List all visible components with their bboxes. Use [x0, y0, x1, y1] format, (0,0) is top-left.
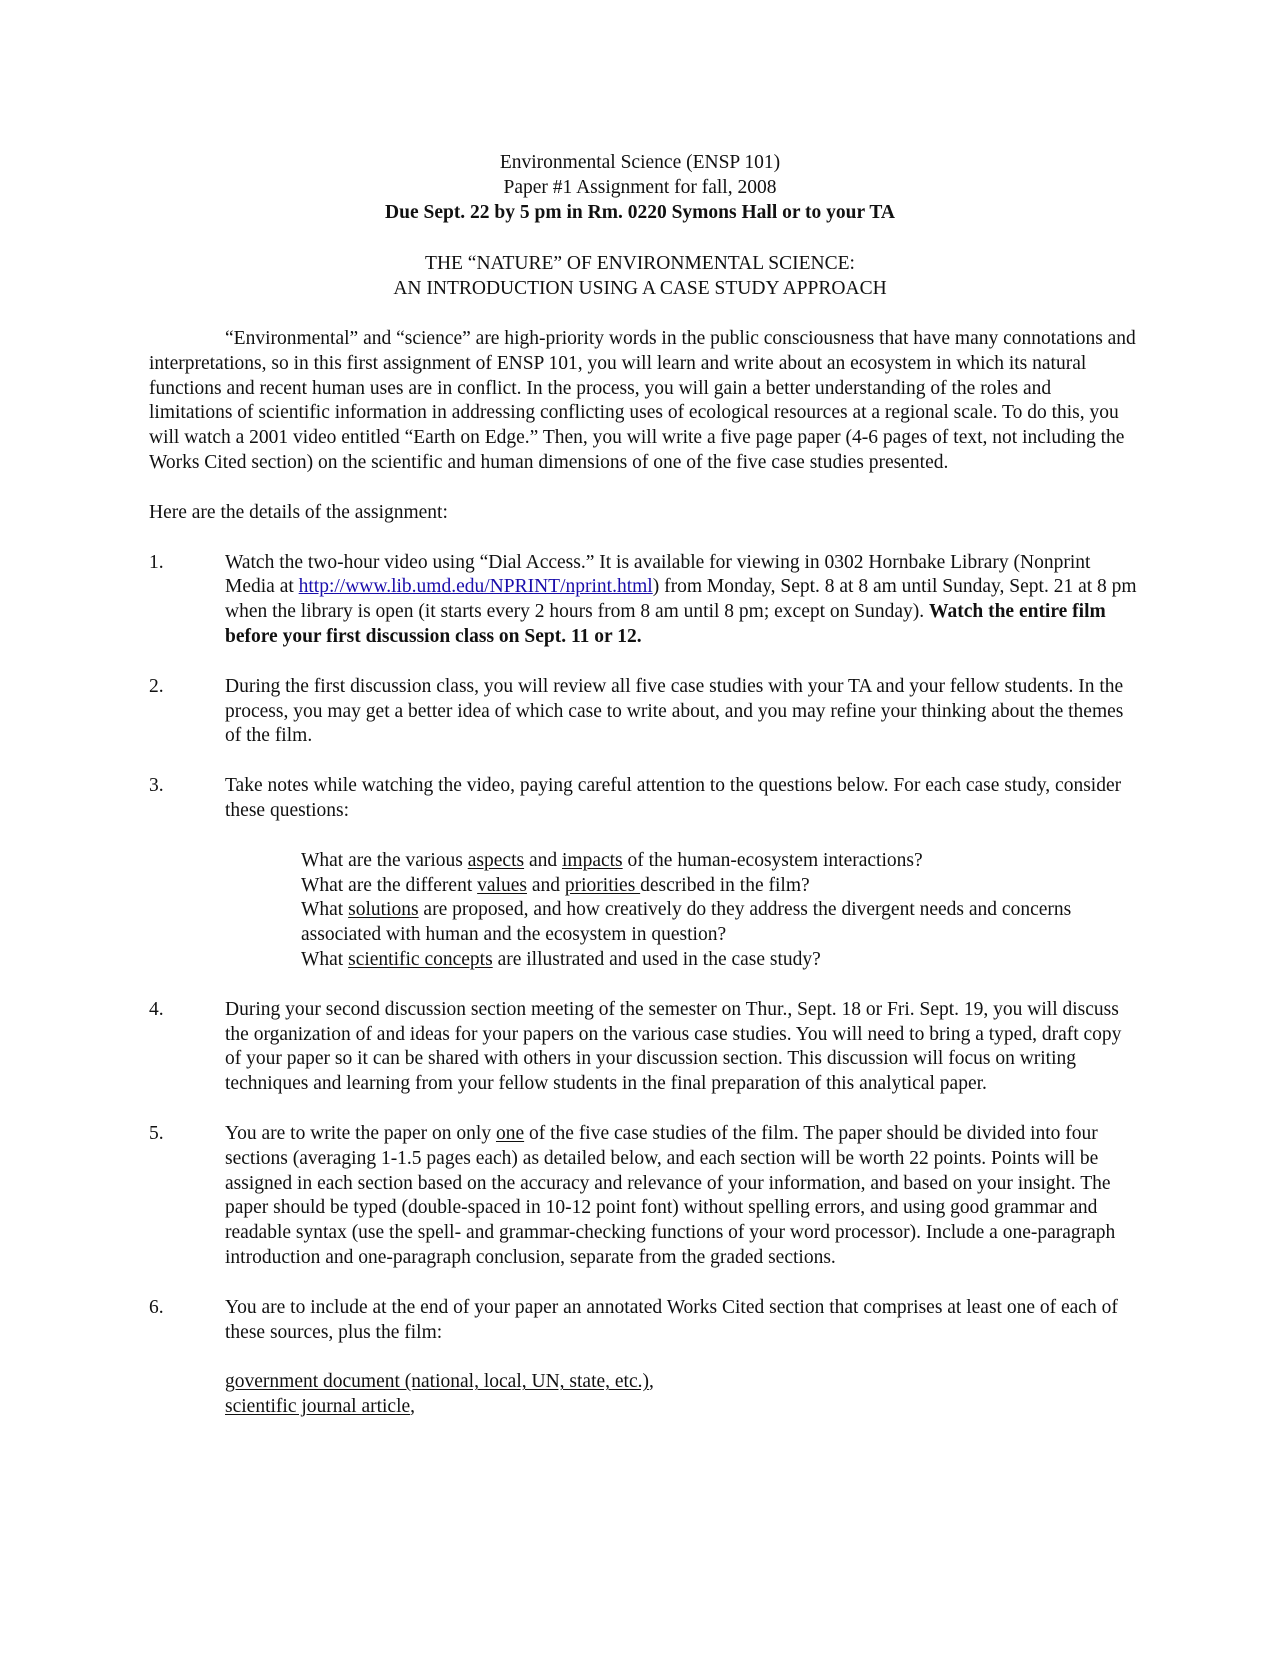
source-punct: ,: [410, 1396, 416, 1418]
list-item: [149, 998, 1139, 1097]
question-part: What: [301, 899, 349, 921]
intro-paragraph: “Environmental” and “science” are high-priority words in the public consciousness that have many connotations and interpretations, so in this first assignment of ENSP 101, you will learn and write about an ecosystem in which its natural functions and recent human uses are in conflict. In the process, you will gain a better understanding of the roles and limitations of scientific information in addressing conflicting uses of ecological resources at a regional scale. To do this, you will watch a 2001 video entitled “Earth on Edge.” Then, you will write a five page paper (4-6 pages of text, not including the Works Cited section) on the scientific and human dimensions of one of the five case studies presented.: [149, 328, 1136, 473]
item-text-part: You are to write the paper on only: [225, 1122, 496, 1144]
question-list: [301, 849, 1139, 973]
list-item: [149, 774, 1139, 973]
details-lead: Here are the details of the assignment:: [149, 501, 448, 523]
question-1: [301, 849, 1139, 874]
question-3: [301, 898, 1139, 948]
question-keyword: values: [477, 874, 527, 896]
source-punct: ,: [648, 1371, 654, 1393]
source-label: scientific journal article: [225, 1396, 411, 1418]
item-text: [225, 774, 1139, 973]
question-part: What are the various: [301, 849, 468, 871]
question-keyword: solutions: [348, 899, 419, 921]
question-part: are illustrated and used in the case study?: [492, 948, 821, 970]
source-government-document: [225, 1370, 1139, 1395]
course-title: Environmental Science (ENSP 101): [499, 152, 781, 173]
list-item: [149, 551, 1139, 650]
source-list: [225, 1370, 1139, 1420]
item-number: 1.: [149, 551, 164, 573]
item-number: 5.: [149, 1122, 164, 1144]
item-text-part: Take notes while watching the video, paying careful attention to the questions below. For each case study, consider these questions:: [225, 775, 1122, 821]
document-body: [149, 327, 1139, 1420]
assignment-title: Paper #1 Assignment for fall, 2008: [503, 176, 777, 198]
item-text-part: Watch the two-hour video using “Dial Access.” It is available for viewing in 0302 Hornbake Library (Nonprint Media at: [225, 551, 1091, 598]
question-part: of the human-ecosystem interactions?: [622, 849, 923, 871]
item-text: [225, 1122, 1139, 1271]
item-text: [225, 551, 1139, 650]
question-keyword: scientific concepts: [348, 948, 493, 970]
question-part: and: [526, 874, 565, 896]
question-part: and: [524, 849, 562, 871]
list-item: [149, 675, 1139, 749]
item-text-part: of the five case studies of the film. The paper should be divided into four sections (averaging 1-1.5 pages each) as detailed below, and each section will be worth 22 points. Points will be assigned in each section based on the accuracy and relevance of your information, and based on your insight. The paper should be typed (double-spaced in 10-12 point font) without spelling errors, and using good grammar and readable syntax (use the spell- and grammar-checking functions of your word processor). Include a one-paragraph introduction and one-paragraph conclusion, separate from the graded sections.: [225, 1122, 1116, 1268]
source-journal-article: [225, 1395, 1139, 1420]
item-text: During your second discussion section meeting of the semester on Thur., Sept. 18 or Fri. Sept. 19, you will discuss the organization of and ideas for your papers on the various case studies. You will need to bring a typed, draft copy of your paper so it can be shared with others in your discussion section. This discussion will focus on writing techniques and learning from your fellow students in the final preparation of this analytical paper.: [225, 998, 1122, 1095]
paper-title-line-1: THE “NATURE” OF ENVIRONMENTAL SCIENCE:: [425, 253, 855, 274]
item-text: During the first discussion class, you will review all five case studies with your TA and your fellow students. In the process, you may get a better idea of which case to write about, and you may refine your thinking about the themes of the film.: [225, 675, 1124, 747]
item-keyword: one: [495, 1122, 525, 1144]
item-number: 6.: [149, 1296, 164, 1318]
question-4: [301, 948, 1139, 973]
item-number: 3.: [149, 775, 164, 797]
list-item: [149, 1296, 1139, 1346]
item-emphasis: Watch the entire film before your first discussion class on Sept. 11 or 12.: [225, 601, 1106, 647]
item-number: 4.: [149, 998, 164, 1020]
question-part: What are the different: [301, 874, 478, 896]
document-header: [0, 151, 1280, 225]
paper-title: [0, 252, 1280, 302]
question-2: [301, 874, 1139, 899]
item-text: You are to include at the end of your paper an annotated Works Cited section that comprises at least one of each of these sources, plus the film:: [225, 1296, 1118, 1343]
item-text-part: ) from Monday, Sept. 8 at 8 am until Sunday, Sept. 21 at 8 pm when the library is open (it starts every 2 hours from 8 am until 8 pm; except on Sunday).: [225, 576, 1137, 623]
question-part: are proposed, and how creatively do they address the divergent needs and concerns associated with human and the ecosystem in question?: [301, 899, 1072, 946]
paper-title-line-2: AN INTRODUCTION USING A CASE STUDY APPROACH: [393, 277, 887, 299]
question-keyword: priorities: [564, 874, 641, 896]
nonprint-media-link[interactable]: http://www.lib.umd.edu/NPRINT/nprint.html: [298, 576, 653, 598]
question-keyword: impacts: [561, 849, 623, 871]
list-item: [149, 1122, 1139, 1271]
assignment-list: [149, 551, 1139, 1420]
source-label: government document (national, local, UN, state, etc.): [225, 1371, 649, 1393]
question-part: described in the film?: [640, 874, 810, 896]
due-date: Due Sept. 22 by 5 pm in Rm. 0220 Symons Hall or to your TA: [385, 201, 895, 223]
question-part: What: [301, 948, 349, 970]
question-keyword: aspects: [467, 849, 525, 871]
item-number: 2.: [149, 675, 164, 697]
